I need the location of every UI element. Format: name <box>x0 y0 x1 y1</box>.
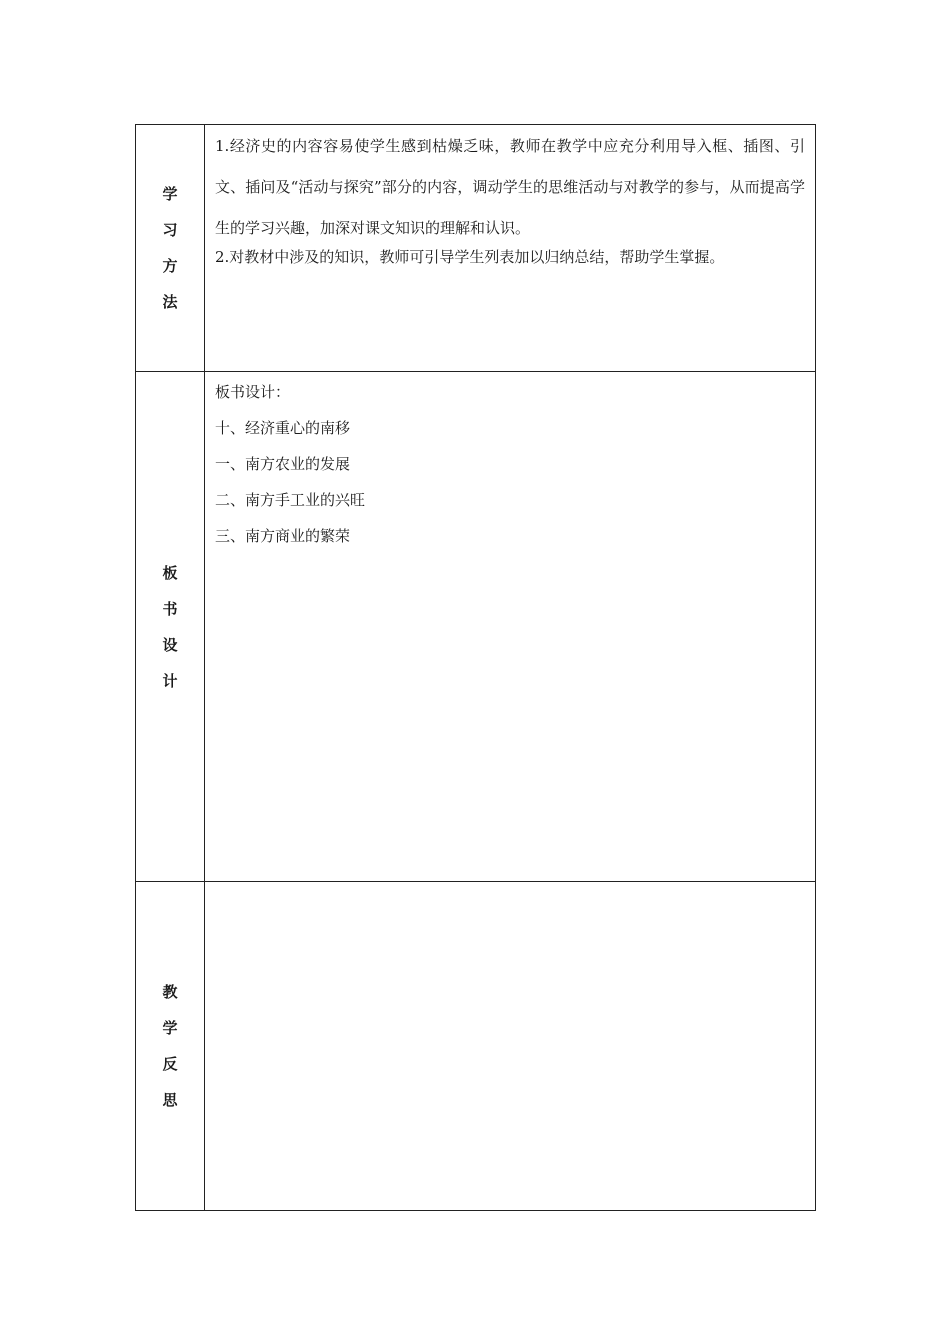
method-label-char: 学 <box>162 185 178 203</box>
board-label-char: 设 <box>162 635 178 654</box>
reflection-content-cell <box>205 882 816 1211</box>
reflection-label-char: 教 <box>162 983 178 1001</box>
board-label-char: 板 <box>162 563 178 582</box>
method-content-cell <box>205 125 816 372</box>
method-label-char: 方 <box>162 257 178 275</box>
reflection-row <box>136 882 816 1211</box>
lesson-plan-table <box>135 124 816 1211</box>
reflection-label-cell <box>136 882 205 1211</box>
method-text <box>215 125 805 272</box>
method-row <box>136 125 816 372</box>
board-line: 十、经济重心的南移 <box>215 419 351 437</box>
reflection-label-char: 学 <box>162 1019 178 1037</box>
method-label-cell <box>136 125 205 372</box>
board-content-cell <box>205 372 816 882</box>
board-line: 一、南方农业的发展 <box>215 455 351 473</box>
method-label-char: 习 <box>162 221 178 239</box>
reflection-label-char: 反 <box>162 1055 178 1073</box>
method-label <box>162 176 177 320</box>
board-row <box>136 372 816 882</box>
board-label-cell <box>136 372 205 882</box>
board-heading: 板书设计： <box>215 383 291 401</box>
method-label-char: 法 <box>162 293 178 311</box>
board-label-char: 计 <box>162 671 178 690</box>
board-line: 三、南方商业的繁荣 <box>215 527 351 545</box>
board-label-char: 书 <box>162 599 178 618</box>
method-paragraph-1: 1.经济史的内容容易使学生感到枯燥乏味，教师在教学中应充分利用导入框、插图、引文、插问及“活动与探究”部分的内容，调动学生的思维活动与对教学的参与，从而提高学生的学习兴趣，加深对课文知识的理解和认识。 <box>215 137 805 237</box>
reflection-label <box>162 974 177 1118</box>
method-paragraph-2: 2.对教材中涉及的知识，教师可引导学生列表加以归纳总结，帮助学生掌握。 <box>215 248 725 266</box>
reflection-label-char: 思 <box>162 1091 178 1109</box>
board-lines <box>215 372 805 554</box>
board-line: 二、南方手工业的兴旺 <box>215 491 366 509</box>
board-label <box>162 555 177 699</box>
